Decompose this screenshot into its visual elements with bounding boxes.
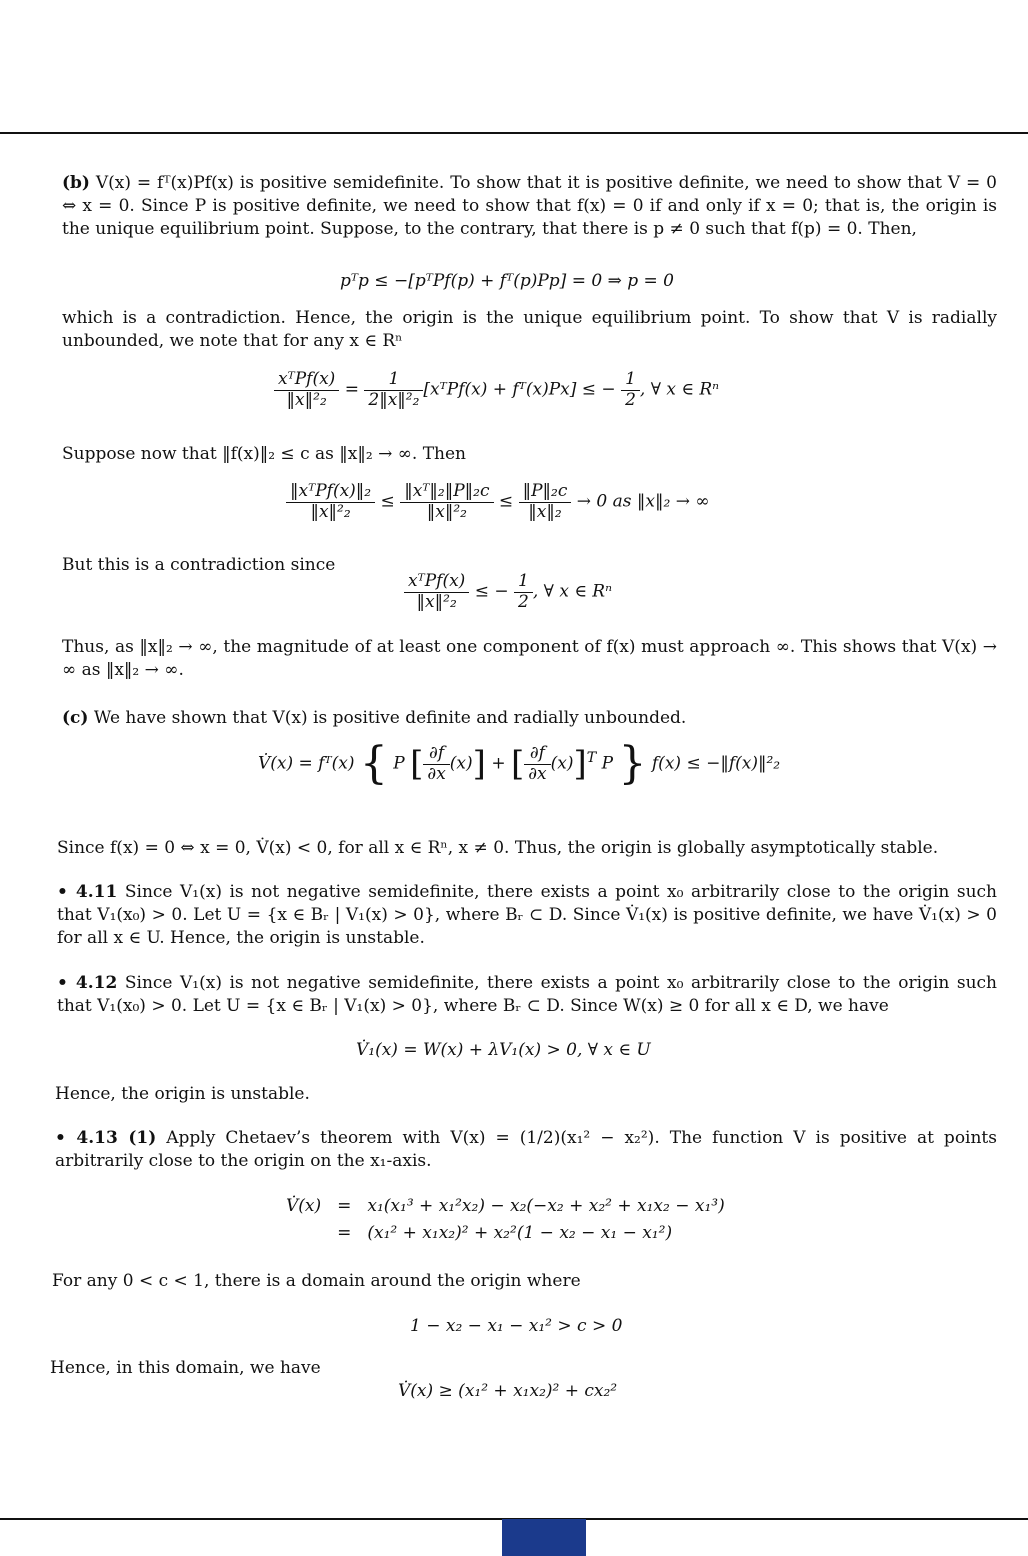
part-b-intro-text: V(x) = fᵀ(x)Pf(x) is positive semidefinite. To show that it is positive definite, we need to show that V = 0 ⇔ x = 0. Since P is positive definite, we need to show that f(x) = 0 if and only if x = 0; that is, the origin is the unique equilibrium point. Suppose, to the contrary, that there is p ≠ 0 such that f(p) = 0. Then, bbox=[62, 173, 998, 240]
fraction: $\frac{\text{‖xᵀ‖₂‖P‖₂c}}{\text{‖x‖²₂}}$ bbox=[400, 482, 493, 522]
part-c-since: Since f(x) = 0 ⇔ x = 0, V̇(x) < 0, for all x ∈ Rⁿ, x ≠ 0. Thus, the origin is globally asymptotically stable. bbox=[57, 838, 939, 858]
part-b-thus: Thus, as ‖x‖₂ → ∞, the magnitude of at least one component of f(x) must approach ∞. This shows that V(x) → ∞ as ‖x‖₂ → ∞. bbox=[62, 637, 997, 681]
fraction: $\frac{1}{2}$ bbox=[514, 572, 533, 612]
exercise-4-12-hence: Hence, the origin is unstable. bbox=[55, 1084, 310, 1104]
part-b-intro bbox=[62, 172, 997, 241]
part-b-suppose: Suppose now that ‖f(x)‖₂ ≤ c as ‖x‖₂ → ∞. Then bbox=[62, 444, 466, 464]
fraction: $\frac{\text{xᵀPf(x)}}{\text{‖x‖²₂}}$ bbox=[274, 370, 339, 410]
part-c-label: (c) bbox=[62, 708, 89, 728]
part-b-after-eq1: which is a contradiction. Hence, the origin is the unique equilibrium point. To show that V is radially unbounded, we note that for any x ∈ Rⁿ bbox=[62, 308, 997, 352]
exercise-4-12-label: • 4.12 bbox=[57, 973, 118, 993]
fraction: $\frac{\text{‖xᵀPf(x)‖₂}}{\text{‖x‖²₂}}$ bbox=[286, 482, 375, 522]
equation-bound: $\frac{\text{‖xᵀPf(x)‖₂}}{\text{‖x‖²₂}}$ ≤ $\frac{\text{‖xᵀ‖₂‖P‖₂c}}{\text{‖x‖²₂}}$ ≤ $\frac{\text{‖P‖₂c}}{\text{‖x‖₂}}$ → 0 as ‖x‖₂ → ∞ bbox=[286, 482, 710, 522]
equation-pTp: pᵀp ≤ −[pᵀPf(p) + fᵀ(p)Pp] = 0 ⇒ p = 0 bbox=[340, 271, 674, 291]
part-b-label: (b) bbox=[62, 173, 90, 193]
fraction: $\frac{\text{‖P‖₂c}}{\text{‖x‖₂}}$ bbox=[519, 482, 572, 522]
top-rule bbox=[0, 132, 1028, 134]
exercise-4-12: • 4.12 Since V₁(x) is not negative semidefinite, there exists a point x₀ arbitrarily close to the origin such that V₁(x₀) > 0. Let U = {x ∈ Bᵣ | V₁(x) > 0}, where Bᵣ ⊂ D. Since W(x) ≥ 0 for all x ∈ D, we have bbox=[57, 973, 997, 1017]
exercise-4-13-hence: Hence, in this domain, we have bbox=[50, 1358, 321, 1378]
equation-vdot: V̇(x) = fᵀ(x) { P [ $\frac{\partial f}{\partial x}$ (x)] + [ $\frac{\partial f}{\partial x}$ (x)]$^T$ P } f(x) ≤ −‖f(x)‖²₂ bbox=[258, 738, 781, 789]
equation-row: = (x₁² + x₁x₂)² + x₂²(1 − x₂ − x₁ − x₁²) bbox=[337, 1223, 673, 1244]
fraction: $\frac{1}{\text{2‖x‖²₂}}$ bbox=[364, 370, 423, 410]
exercise-4-11-label: • 4.11 bbox=[57, 882, 118, 902]
equation-row: V̇(x) = x₁(x₁³ + x₁²x₂) − x₂(−x₂ + x₂² + x₁x₂ − x₁³) bbox=[286, 1196, 725, 1216]
fraction: $\frac{1}{2}$ bbox=[621, 370, 640, 410]
fraction: $\frac{\text{xᵀPf(x)}}{\text{‖x‖²₂}}$ bbox=[404, 572, 469, 612]
equation-v1dot: V̇₁(x) = W(x) + λV₁(x) > 0, ∀ x ∈ U bbox=[356, 1040, 651, 1060]
equation-radial: $\frac{\text{xᵀPf(x)}}{\text{‖x‖²₂}}$ = $\frac{1}{\text{2‖x‖²₂}}$ [xᵀPf(x) + fᵀ(x)Px] ≤ − $\frac{1}{2}$ , ∀ x ∈ Rⁿ bbox=[274, 370, 719, 410]
part-c-intro: (c) We have shown that V(x) is positive definite and radially unbounded. bbox=[62, 708, 687, 728]
part-b-but: But this is a contradiction since bbox=[62, 555, 336, 575]
exercise-4-13-for-any: For any 0 < c < 1, there is a domain around the origin where bbox=[52, 1271, 581, 1291]
equation-chetaev bbox=[278, 1193, 733, 1247]
equation-domain: 1 − x₂ − x₁ − x₁² > c > 0 bbox=[410, 1316, 623, 1336]
fraction: $\frac{\partial f}{\partial x}$ bbox=[423, 744, 449, 784]
page-number-badge bbox=[502, 1519, 586, 1556]
exercise-4-11: • 4.11 Since V₁(x) is not negative semidefinite, there exists a point x₀ arbitrarily close to the origin such that V₁(x₀) > 0. Let U = {x ∈ Bᵣ | V₁(x) > 0}, where Bᵣ ⊂ D. Since V̇₁(x) is positive definite, we have V̇₁(x) > 0 for all x ∈ U. Hence, the origin is unstable. bbox=[57, 882, 997, 949]
equation-final: V̇(x) ≥ (x₁² + x₁x₂)² + cx₂² bbox=[398, 1381, 618, 1401]
exercise-4-13-label: • 4.13 (1) bbox=[55, 1128, 157, 1148]
equation-contradiction: $\frac{\text{xᵀPf(x)}}{\text{‖x‖²₂}}$ ≤ − $\frac{1}{2}$ , ∀ x ∈ Rⁿ bbox=[404, 572, 612, 612]
exercise-4-13: • 4.13 (1) Apply Chetaev’s theorem with V(x) = (1/2)(x₁² − x₂²). The function V is positive at points arbitrarily close to the origin on the x₁-axis. bbox=[55, 1128, 997, 1172]
fraction: $\frac{\partial f}{\partial x}$ bbox=[524, 744, 550, 784]
